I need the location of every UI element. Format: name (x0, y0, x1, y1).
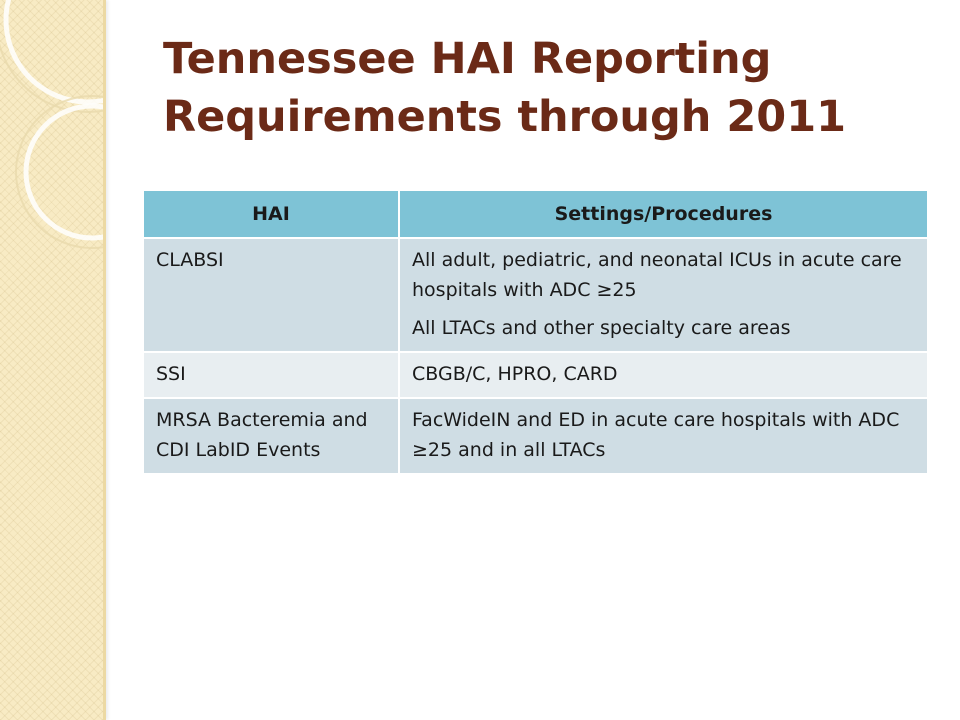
table-cell-settings (399, 238, 927, 352)
settings-line: All adult, pediatric, and neonatal ICUs in acute care hospitals with ADC ≥25 (412, 249, 902, 301)
slide-title: Tennessee HAI Reporting Requirements through 2011 (163, 34, 847, 142)
column-header-settings: Settings/Procedures (399, 191, 927, 238)
column-header-hai: HAI (144, 191, 399, 238)
settings-line: All LTACs and other specialty care areas (412, 317, 791, 339)
hai-requirements-table (144, 191, 927, 475)
table-row-clabsi (144, 238, 927, 352)
table-cell-settings (399, 352, 927, 398)
decorative-side-band (0, 0, 106, 720)
table-cell-hai: MRSA Bacteremia and CDI LabID Events (144, 398, 399, 474)
table-cell-settings (399, 398, 927, 474)
settings-line: CBGB/C, HPRO, CARD (412, 363, 618, 385)
table-cell-hai: CLABSI (144, 238, 399, 352)
decorative-circles-icon (0, 0, 103, 720)
settings-line: FacWideIN and ED in acute care hospitals with ADC ≥25 and in all LTACs (412, 409, 900, 461)
table-row-ssi (144, 352, 927, 398)
table-row-mrsa-cdi (144, 398, 927, 474)
table-header-row (144, 191, 927, 238)
table-cell-hai: SSI (144, 352, 399, 398)
